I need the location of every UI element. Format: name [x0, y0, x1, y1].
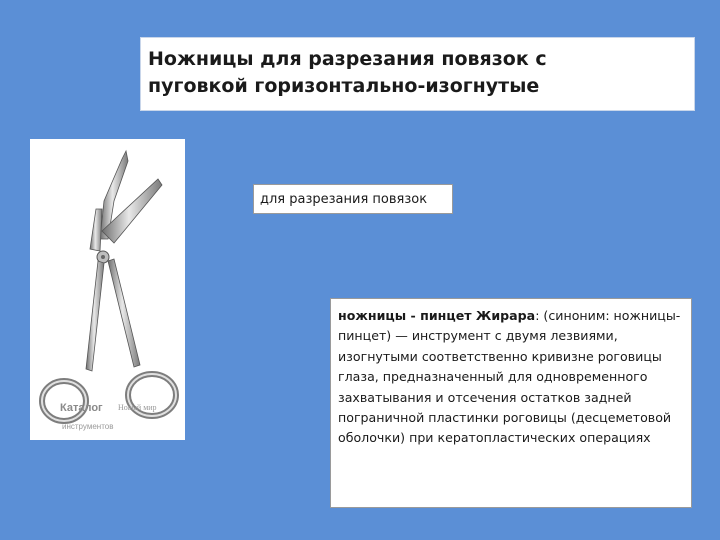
scissors-illustration — [30, 139, 185, 440]
description-text: : (синоним: ножницы-пинцет) — инструмент с двумя лезвиями, изогнутыми соответственно кривизне роговицы глаза, предназначенный для одновременного захватывания и отсечения остатков задней пограничной пластинки роговицы (десцеметовой оболочки) при кератопластических операциях — [338, 308, 681, 446]
caption-box — [253, 184, 453, 214]
caption-text: для разрезания повязок — [260, 192, 428, 207]
slide-title — [148, 46, 684, 100]
title-box — [141, 38, 694, 110]
title-line-1: Ножницы для разрезания повязок с — [148, 48, 547, 70]
watermark-text-1b: Новый мир — [118, 403, 157, 412]
description-box — [330, 298, 692, 508]
watermark-text-1: Каталог — [60, 402, 103, 414]
description-term: ножницы - пинцет Жирара — [338, 308, 536, 323]
watermark-text-2: инструментов — [62, 422, 114, 431]
scissors-image — [30, 139, 185, 440]
title-line-2: пуговкой горизонтально-изогнутые — [148, 75, 540, 97]
